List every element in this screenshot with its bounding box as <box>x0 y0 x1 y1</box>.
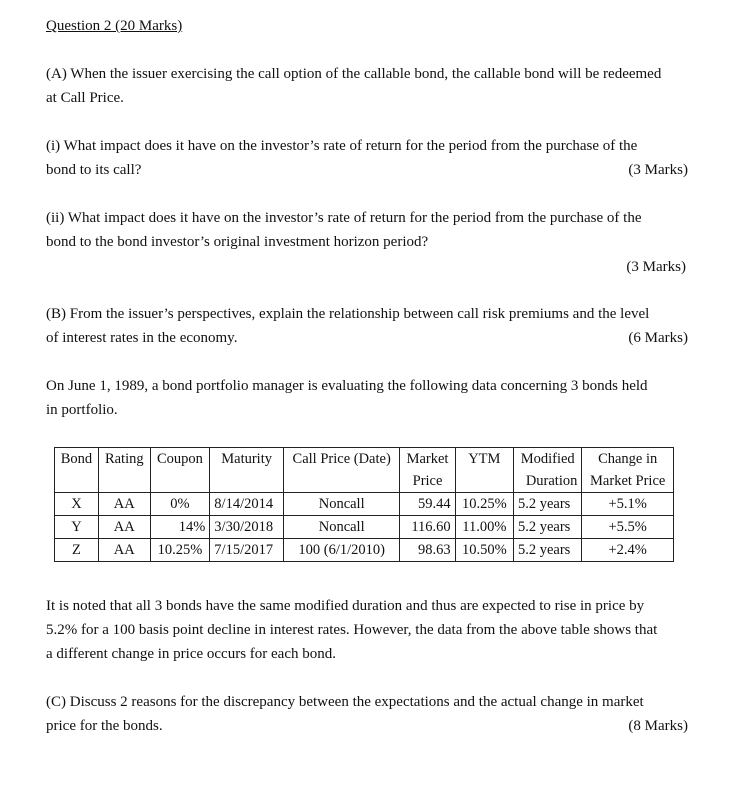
header-maturity: Maturity <box>210 448 284 471</box>
part-b-row2 <box>46 326 688 350</box>
part-a-i-line1: (i) What impact does it have on the investor’s rate of return for the period from the purchase of the <box>46 138 638 154</box>
bond-data-table <box>54 447 674 562</box>
table-row <box>55 539 674 562</box>
cell-duration: 5.2 years <box>513 516 581 539</box>
header-market-1: Market <box>400 448 455 471</box>
cell-duration: 5.2 years <box>513 539 581 562</box>
cell-market-price: 59.44 <box>400 493 455 516</box>
part-a-ii <box>46 206 688 254</box>
cell-ytm: 10.50% <box>455 539 513 562</box>
header-bond-cont <box>55 470 99 493</box>
cell-bond: X <box>55 493 99 516</box>
header-call-price: Call Price (Date) <box>283 448 399 471</box>
header-coupon: Coupon <box>150 448 210 471</box>
header-rating: Rating <box>98 448 150 471</box>
context-line2: in portfolio. <box>46 402 118 418</box>
part-c-marks: (8 Marks) <box>628 718 688 734</box>
part-a-ii-marks: (3 Marks) <box>626 259 686 275</box>
header-ytm-cont <box>455 470 513 493</box>
part-b <box>46 302 688 350</box>
header-call-price-cont <box>283 470 399 493</box>
header-bond: Bond <box>55 448 99 471</box>
part-b-marks: (6 Marks) <box>628 330 688 346</box>
cell-coupon: 10.25% <box>150 539 210 562</box>
part-a-intro-line1: (A) When the issuer exercising the call option of the callable bond, the callable bond will be redeemed <box>46 66 662 82</box>
cell-change: +5.5% <box>582 516 674 539</box>
context-paragraph <box>46 374 688 422</box>
note-line2: 5.2% for a 100 basis point decline in interest rates. However, the data from the above table shows that <box>46 622 658 638</box>
cell-call-price: Noncall <box>283 493 399 516</box>
header-modified-1: Modified <box>513 448 581 471</box>
cell-rating: AA <box>98 516 150 539</box>
table-header-row-2 <box>55 470 674 493</box>
part-c-line2: price for the bonds. <box>46 718 163 734</box>
part-a-i <box>46 134 688 182</box>
cell-change: +2.4% <box>582 539 674 562</box>
context-line1: On June 1, 1989, a bond portfolio manager is evaluating the following data concerning 3 bonds held <box>46 378 648 394</box>
cell-maturity: 7/15/2017 <box>210 539 284 562</box>
header-ytm: YTM <box>455 448 513 471</box>
table-row <box>55 493 674 516</box>
cell-call-price: 100 (6/1/2010) <box>283 539 399 562</box>
cell-bond: Z <box>55 539 99 562</box>
table-header-row-1 <box>55 448 674 471</box>
part-b-line1: (B) From the issuer’s perspectives, explain the relationship between call risk premiums and the level <box>46 306 650 322</box>
cell-coupon: 14% <box>150 516 210 539</box>
part-c-row2 <box>46 714 688 738</box>
cell-duration: 5.2 years <box>513 493 581 516</box>
note-line3: a different change in price occurs for each bond. <box>46 646 337 662</box>
cell-change: +5.1% <box>582 493 674 516</box>
header-coupon-cont <box>150 470 210 493</box>
cell-market-price: 116.60 <box>400 516 455 539</box>
part-a-intro-line2: at Call Price. <box>46 90 124 106</box>
header-change-2: Market Price <box>582 470 674 493</box>
cell-ytm: 10.25% <box>455 493 513 516</box>
header-maturity-cont <box>210 470 284 493</box>
cell-maturity: 3/30/2018 <box>210 516 284 539</box>
part-a-ii-line1: (ii) What impact does it have on the investor’s rate of return for the period from the purchase of the <box>46 210 642 226</box>
part-a-intro <box>46 62 688 110</box>
table-row <box>55 516 674 539</box>
note-line1: It is noted that all 3 bonds have the same modified duration and thus are expected to rise in price by <box>46 598 645 614</box>
cell-rating: AA <box>98 539 150 562</box>
cell-rating: AA <box>98 493 150 516</box>
part-a-ii-line2: bond to the bond investor’s original investment horizon period? <box>46 234 429 250</box>
part-a-i-marks: (3 Marks) <box>628 162 688 178</box>
cell-coupon: 0% <box>150 493 210 516</box>
part-a-i-row2 <box>46 158 688 182</box>
note-paragraph <box>46 594 688 666</box>
part-c <box>46 690 688 738</box>
cell-ytm: 11.00% <box>455 516 513 539</box>
header-rating-cont <box>98 470 150 493</box>
question-title: Question 2 (20 Marks) <box>46 18 183 34</box>
header-modified-2: Duration <box>513 470 581 493</box>
header-change-1: Change in <box>582 448 674 471</box>
cell-maturity: 8/14/2014 <box>210 493 284 516</box>
cell-call-price: Noncall <box>283 516 399 539</box>
part-c-line1: (C) Discuss 2 reasons for the discrepancy between the expectations and the actual change in market <box>46 694 644 710</box>
cell-bond: Y <box>55 516 99 539</box>
part-b-line2: of interest rates in the economy. <box>46 330 238 346</box>
cell-market-price: 98.63 <box>400 539 455 562</box>
part-a-i-line2: bond to its call? <box>46 162 142 178</box>
header-market-2: Price <box>400 470 455 493</box>
